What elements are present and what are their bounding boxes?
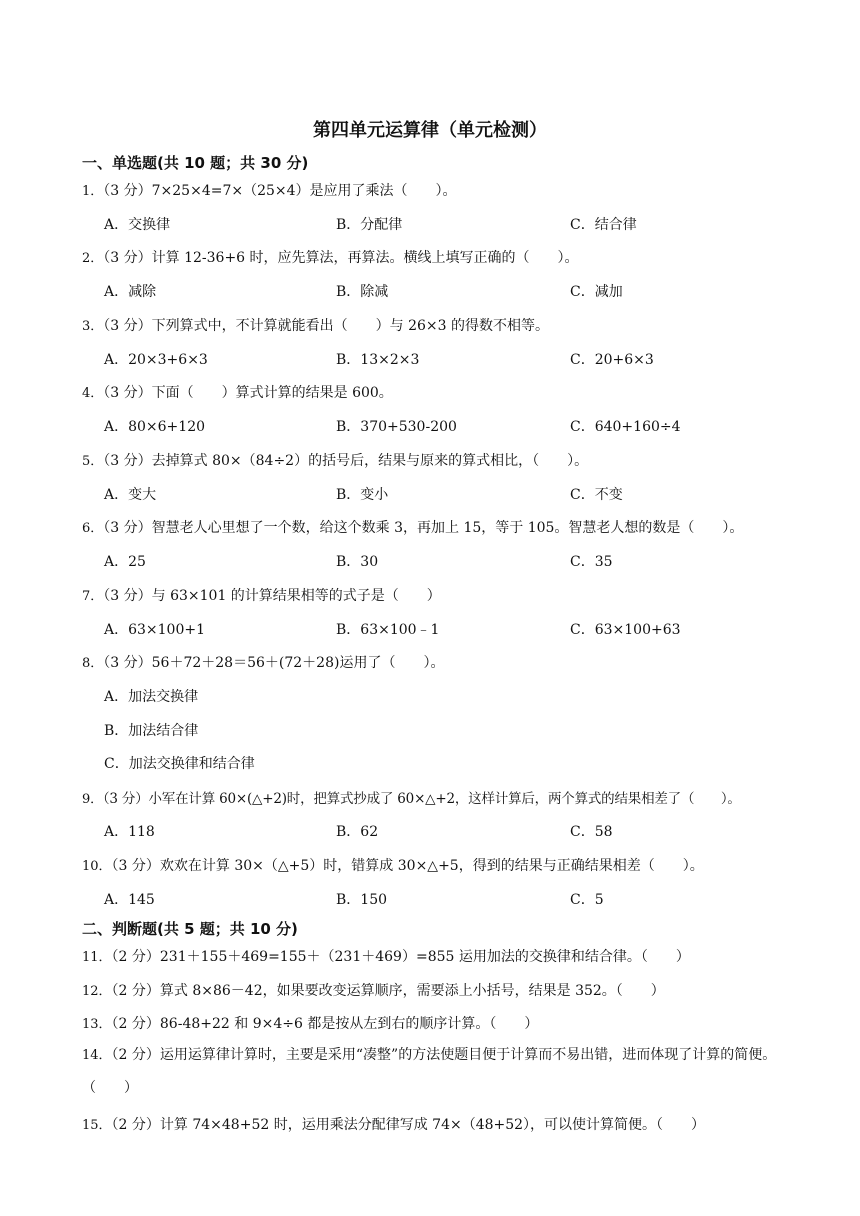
- option-b: B．分配律: [336, 217, 403, 233]
- question-number: 4．: [82, 386, 104, 401]
- option-c: C．63×100+63: [570, 622, 681, 638]
- question-number: 8．: [82, 656, 104, 671]
- option-c: C．结合律: [570, 217, 637, 233]
- question-text: （3 分）与 63×101 的计算结果相等的式子是（ ）: [103, 588, 441, 604]
- option-b: B．变小: [336, 487, 389, 503]
- option-c: C．加法交换律和结合律: [104, 756, 255, 772]
- question-10: [82, 855, 704, 875]
- question-1: [82, 180, 457, 200]
- question-number: 6．: [82, 521, 104, 536]
- question-text: （3 分）下面（ ）算式计算的结果是 600。: [103, 385, 393, 401]
- question-11: [82, 946, 690, 966]
- question-4: [82, 382, 393, 402]
- option-b: B．加法结合律: [104, 723, 199, 739]
- question-number: 13．: [82, 1017, 112, 1032]
- question-text: （3 分）欢欢在计算 30×（△+5）时，错算成 30×△+5，得到的结果与正确结果相差（ ）。: [111, 858, 704, 874]
- question-number: 15．: [82, 1118, 112, 1133]
- question-text: （3 分）智慧老人心里想了一个数，给这个数乘 3，再加上 15，等于 105。智慧老人想的数是（ ）。: [103, 520, 744, 536]
- question-number: 14．: [82, 1048, 112, 1063]
- option-c: C．640+160÷4: [570, 419, 681, 435]
- option-b: B．30: [336, 554, 379, 570]
- section-heading-true-false: 二、判断题(共 5 题；共 10 分): [82, 920, 298, 938]
- question-number: 9．: [82, 792, 103, 807]
- question-text: （3 分）去掉算式 80×（84÷2）的括号后，结果与原来的算式相比，（ ）。: [103, 453, 589, 469]
- question-8: [82, 652, 444, 672]
- option-a: A．80×6+120: [104, 419, 206, 435]
- section-heading-single-choice: 一、单选题(共 10 题；共 30 分): [82, 154, 309, 172]
- option-b: B．62: [336, 824, 379, 840]
- question-text: （2 分）运用运算律计算时，主要是采用“凑整”的方法使题目便于计算而不易出错，进而体现了计算的简便。（ ）: [82, 1047, 777, 1096]
- page-title: 第四单元运算律（单元检测）: [313, 120, 547, 141]
- question-number: 11．: [82, 950, 112, 965]
- question-number: 5．: [82, 454, 104, 469]
- question-number: 12．: [82, 984, 112, 999]
- option-a: A．118: [104, 824, 155, 840]
- option-b: B．13×2×3: [336, 352, 420, 368]
- option-a: A．63×100+1: [104, 622, 206, 638]
- option-a: A．交换律: [104, 217, 171, 233]
- option-a: A．变大: [104, 487, 157, 503]
- option-a: A．加法交换律: [104, 689, 199, 705]
- question-text: （3 分）计算 12-36+6 时，应先算法，再算法。横线上填写正确的（ ）。: [103, 250, 579, 266]
- option-a: A．25: [104, 554, 146, 570]
- question-15: [82, 1114, 705, 1134]
- question-text: （2 分）86-48+22 和 9×4÷6 都是按从左到右的顺序计算。（ ）: [111, 1016, 539, 1032]
- question-3: [82, 315, 549, 335]
- option-c: C．58: [570, 824, 613, 840]
- question-number: 10．: [82, 859, 112, 874]
- question-number: 1．: [82, 184, 104, 199]
- question-6: [82, 517, 743, 537]
- question-14: [82, 1039, 812, 1105]
- option-a: A．145: [104, 892, 155, 908]
- question-text: （2 分）算式 8×86－42，如果要改变运算顺序，需要添上小括号，结果是 352。（ ）: [111, 983, 665, 999]
- question-13: [82, 1013, 538, 1033]
- option-a: A．减除: [104, 284, 157, 300]
- option-c: C．20+6×3: [570, 352, 654, 368]
- option-b: B．63×100﹣1: [336, 622, 440, 638]
- option-c: C．不变: [570, 487, 623, 503]
- question-2: [82, 247, 579, 267]
- question-number: 3．: [82, 319, 104, 334]
- option-a: A．20×3+6×3: [104, 352, 208, 368]
- question-text: （2 分）231＋155＋469=155＋（231＋469）=855 运用加法的交换律和结合律。（ ）: [111, 949, 690, 965]
- option-c: C．减加: [570, 284, 623, 300]
- question-text: （3 分）56＋72＋28＝56＋(72＋28)运用了（ ）。: [103, 655, 445, 671]
- question-text: （3 分）小军在计算 60×(△+2)时，把算式抄成了 60×△+2，这样计算后，两个算式的结果相差了（ ）。: [102, 791, 741, 807]
- question-number: 7．: [82, 589, 104, 604]
- question-text: （2 分）计算 74×48+52 时，运用乘法分配律写成 74×（48+52），可以使计算简便。（ ）: [111, 1117, 706, 1133]
- option-c: C．35: [570, 554, 613, 570]
- question-7: [82, 585, 441, 605]
- option-b: B．370+530-200: [336, 419, 457, 435]
- option-b: B．150: [336, 892, 388, 908]
- question-5: [82, 450, 588, 470]
- question-text: （3 分）下列算式中，不计算就能看出（ ）与 26×3 的得数不相等。: [103, 318, 549, 334]
- option-b: B．除减: [336, 284, 389, 300]
- question-text: （3 分）7×25×4=7×（25×4）是应用了乘法（ ）。: [103, 183, 457, 199]
- question-9: [82, 787, 741, 807]
- question-number: 2．: [82, 251, 104, 266]
- option-c: C．5: [570, 892, 604, 908]
- question-12: [82, 980, 665, 1000]
